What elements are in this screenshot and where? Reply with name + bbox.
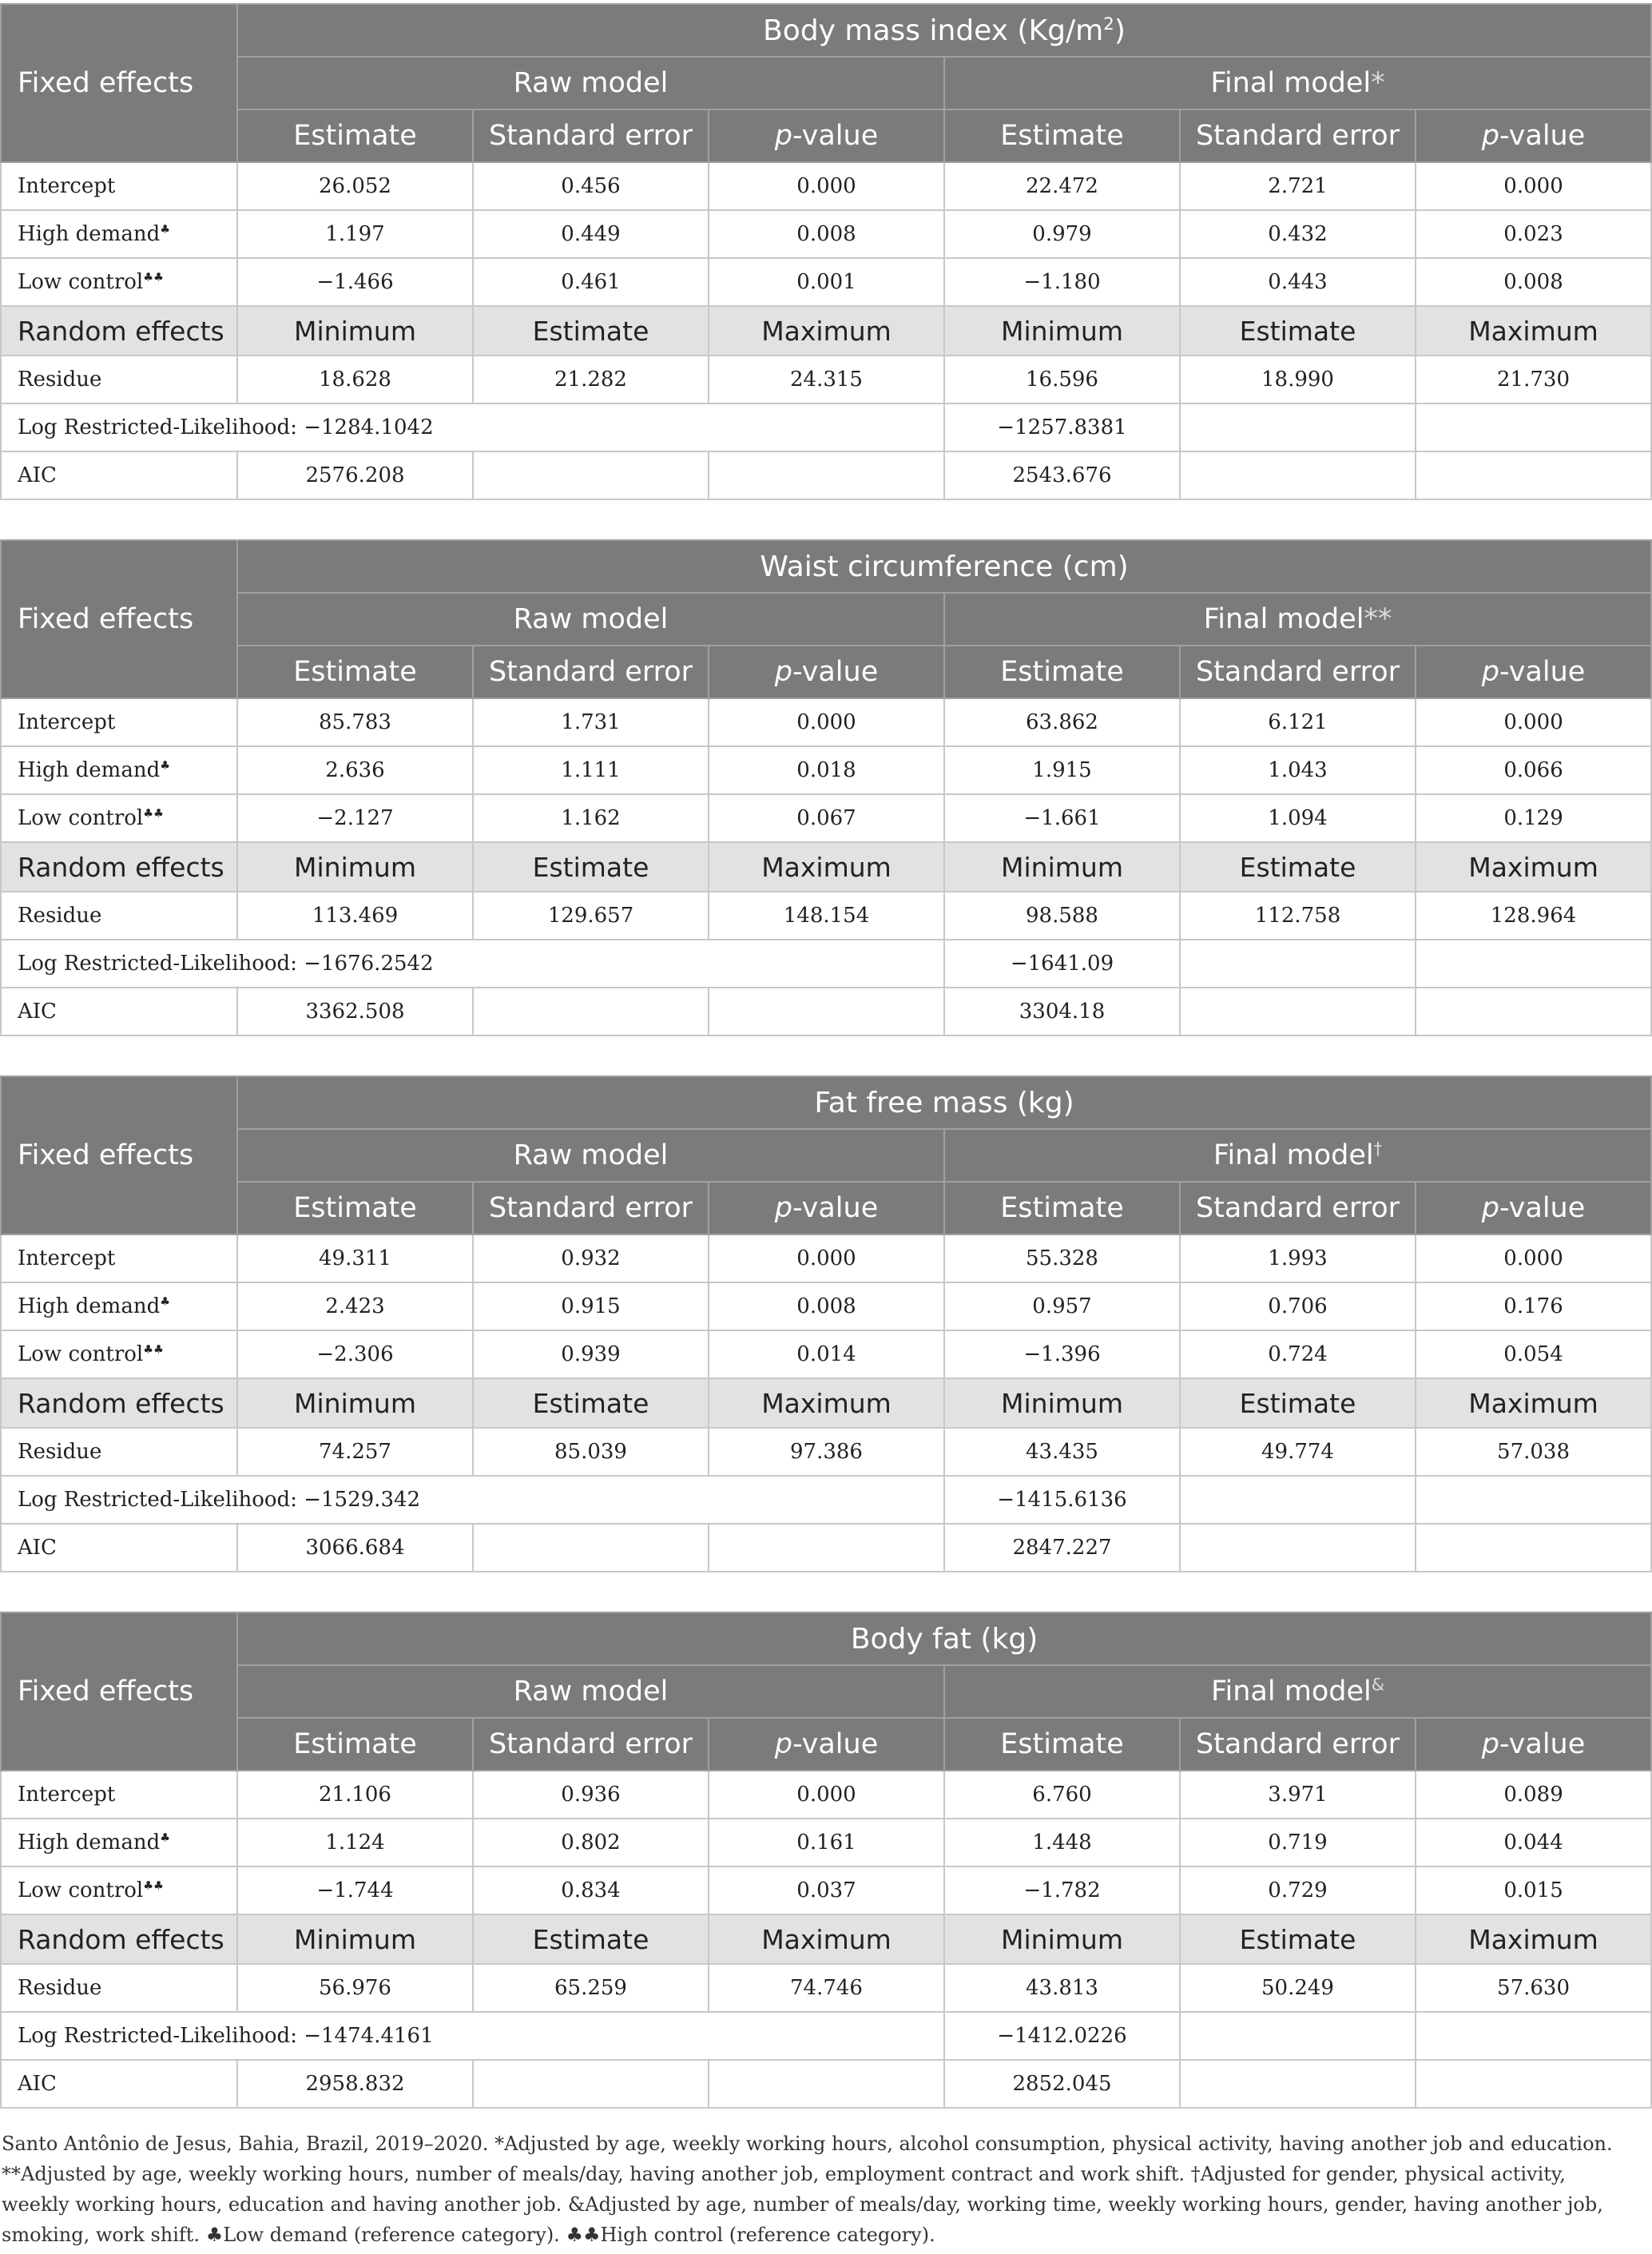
col-header-p-value [709,1718,944,1771]
aic-label: AIC [1,2060,237,2108]
row-label [1,258,237,306]
random-effects-header: Random effects [1,306,237,356]
final-model-label: Final model [1213,1139,1374,1171]
value-cell: −1.466 [237,258,473,306]
empty-cell [1180,403,1416,451]
value-cell: 0.834 [473,1866,709,1914]
random-col-header: Maximum [709,1914,944,1964]
value-cell: 0.018 [709,746,944,794]
p-value-suffix: -value [792,1192,879,1224]
random-col-header: Estimate [473,1914,709,1964]
outcome-title-cell [237,1612,1651,1665]
row-label-text: High demand [18,758,161,782]
residue-value: 98.588 [944,892,1180,940]
value-cell: 0.706 [1180,1282,1416,1330]
value-cell: 1.111 [473,746,709,794]
log-likelihood-final: −1257.8381 [944,403,1180,451]
value-cell: 0.054 [1416,1330,1651,1378]
bmi-table [0,3,1652,500]
value-cell: 0.000 [709,1234,944,1282]
final-model-header [944,57,1651,109]
residue-value: 65.259 [473,1964,709,2012]
col-header: Estimate [237,109,473,162]
row-label-text: High demand [18,1294,161,1318]
log-likelihood-raw: Log Restricted-Likelihood: −1474.4161 [1,2012,944,2060]
log-likelihood-final: −1412.0226 [944,2012,1180,2060]
value-cell: 0.000 [709,698,944,746]
p-letter: p [774,1192,792,1224]
club-symbol: ♣ [160,1295,171,1309]
value-cell: 0.066 [1416,746,1651,794]
club-symbol: ♣♣ [143,271,164,284]
residue-value: 148.154 [709,892,944,940]
row-label [1,698,237,746]
residue-value: 18.628 [237,356,473,403]
random-col-header: Estimate [1180,1914,1416,1964]
log-likelihood-final: −1415.6136 [944,1476,1180,1524]
final-model-label: Final model [1203,603,1364,635]
empty-cell [709,1524,944,1572]
residue-value: 97.386 [709,1428,944,1476]
empty-cell [1180,2060,1416,2108]
value-cell: 0.015 [1416,1866,1651,1914]
empty-cell [473,988,709,1036]
random-col-header: Maximum [1416,1378,1651,1428]
col-header: Standard error [1180,1182,1416,1234]
fixed-effects-header: Fixed effects [1,4,237,162]
final-model-header [944,1665,1651,1718]
value-cell: 0.000 [1416,698,1651,746]
value-cell: 1.448 [944,1819,1180,1866]
col-header: Standard error [1180,1718,1416,1771]
empty-cell [709,988,944,1036]
outcome-title-cell [237,4,1651,57]
random-effects-header: Random effects [1,842,237,892]
value-cell: 0.001 [709,258,944,306]
fixed-effects-header: Fixed effects [1,1612,237,1771]
value-cell: 0.129 [1416,794,1651,842]
aic-label: AIC [1,1524,237,1572]
value-cell: 1.124 [237,1819,473,1866]
row-label [1,746,237,794]
col-header-p-value [1416,1718,1651,1771]
value-cell: 49.311 [237,1234,473,1282]
value-cell: 55.328 [944,1234,1180,1282]
random-col-header: Minimum [944,306,1180,356]
row-label [1,1234,237,1282]
residue-value: 21.282 [473,356,709,403]
p-value-suffix: -value [1499,1728,1586,1760]
random-col-header: Minimum [237,842,473,892]
random-col-header: Minimum [237,1914,473,1964]
residue-value: 21.730 [1416,356,1651,403]
raw-model-header: Raw model [237,1665,944,1718]
club-symbol: ♣ [160,759,171,773]
empty-cell [1180,2012,1416,2060]
value-cell: −1.744 [237,1866,473,1914]
value-cell: −1.180 [944,258,1180,306]
table-title: Body mass index (Kg/m [763,14,1104,47]
value-cell: 2.721 [1180,162,1416,210]
col-header-p-value [709,646,944,698]
col-header: Standard error [473,1182,709,1234]
aic-final: 2847.227 [944,1524,1180,1572]
random-col-header: Estimate [473,842,709,892]
value-cell: −1.782 [944,1866,1180,1914]
col-header: Estimate [237,1718,473,1771]
log-likelihood-raw: Log Restricted-Likelihood: −1676.2542 [1,940,944,988]
club-symbol: ♣♣ [143,807,164,821]
value-cell: 0.014 [709,1330,944,1378]
value-cell: 6.121 [1180,698,1416,746]
waist-circumference-table [0,539,1652,1036]
value-cell: 22.472 [944,162,1180,210]
value-cell: 85.783 [237,698,473,746]
residue-label: Residue [1,1428,237,1476]
empty-cell [1416,1476,1651,1524]
residue-value: 43.435 [944,1428,1180,1476]
p-value-suffix: -value [792,120,879,152]
random-col-header: Maximum [1416,842,1651,892]
p-letter: p [1481,1192,1499,1224]
log-likelihood-raw: Log Restricted-Likelihood: −1284.1042 [1,403,944,451]
row-label [1,1330,237,1378]
outcome-title-cell [237,540,1651,593]
value-cell: 0.932 [473,1234,709,1282]
aic-raw: 2576.208 [237,451,473,499]
col-header-p-value [709,109,944,162]
final-model-label: Final model [1210,1676,1372,1707]
row-label [1,1866,237,1914]
random-col-header: Minimum [944,842,1180,892]
value-cell: 0.449 [473,210,709,258]
random-col-header: Maximum [1416,306,1651,356]
empty-cell [1416,940,1651,988]
value-cell: 0.979 [944,210,1180,258]
value-cell: 26.052 [237,162,473,210]
empty-cell [709,451,944,499]
random-col-header: Maximum [709,842,944,892]
residue-value: 43.813 [944,1964,1180,2012]
fixed-effects-header: Fixed effects [1,1076,237,1234]
value-cell: 3.971 [1180,1771,1416,1819]
col-header: Standard error [473,109,709,162]
residue-value: 56.976 [237,1964,473,2012]
row-label-text: High demand [18,1831,161,1854]
row-label-text: Intercept [18,710,116,734]
club-symbol: ♣♣ [143,1879,164,1893]
value-cell: 0.176 [1416,1282,1651,1330]
random-col-header: Estimate [1180,306,1416,356]
row-label-text: Low control [18,1878,144,1902]
aic-final: 2543.676 [944,451,1180,499]
random-col-header: Minimum [944,1914,1180,1964]
residue-value: 128.964 [1416,892,1651,940]
value-cell: 0.915 [473,1282,709,1330]
raw-model-header: Raw model [237,57,944,109]
value-cell: 0.161 [709,1819,944,1866]
row-label-text: High demand [18,222,161,246]
value-cell: −2.127 [237,794,473,842]
title-end: ) [1114,14,1126,47]
residue-value: 57.630 [1416,1964,1651,2012]
final-model-mark: † [1373,1139,1383,1159]
final-model-label: Final model [1210,67,1372,99]
value-cell: 6.760 [944,1771,1180,1819]
value-cell: 1.094 [1180,794,1416,842]
residue-value: 16.596 [944,356,1180,403]
random-col-header: Maximum [709,306,944,356]
row-label-text: Low control [18,806,144,830]
random-col-header: Minimum [237,306,473,356]
residue-value: 50.249 [1180,1964,1416,2012]
value-cell: 0.037 [709,1866,944,1914]
col-header: Estimate [944,646,1180,698]
residue-label: Residue [1,1964,237,2012]
value-cell: 0.000 [709,162,944,210]
value-cell: 1.043 [1180,746,1416,794]
empty-cell [1180,451,1416,499]
empty-cell [1180,940,1416,988]
value-cell: 63.862 [944,698,1180,746]
p-letter: p [1481,1728,1499,1760]
col-header-p-value [1416,1182,1651,1234]
row-label [1,210,237,258]
empty-cell [1416,988,1651,1036]
p-value-suffix: -value [792,656,879,688]
row-label [1,1819,237,1866]
random-effects-header: Random effects [1,1914,237,1964]
value-cell: 0.067 [709,794,944,842]
residue-value: 113.469 [237,892,473,940]
row-label [1,162,237,210]
empty-cell [473,1524,709,1572]
table-footnote: Santo Antônio de Jesus, Bahia, Brazil, 2019–2020. *Adjusted by age, weekly working hours, alcohol consumption, physical activity, having another job and education. **Adjusted by age, weekly working hours, number of meals/day, having another job, employment contract and work shift. †Adjusted for gender, physical activity, weekly working hours, education and having another job. &Adjusted by age, number of meals/day, working time, weekly working hours, gender, having another job, smoking, work shift. ♣Low demand (reference category). ♣♣High control (reference category). [2,2133,1613,2246]
empty-cell [1416,2012,1651,2060]
final-model-header [944,593,1651,646]
aic-raw: 2958.832 [237,2060,473,2108]
col-header: Estimate [237,646,473,698]
final-model-mark: * [1371,67,1385,99]
row-label-text: Low control [18,1342,144,1366]
row-label-text: Intercept [18,1783,116,1807]
log-likelihood-final: −1641.09 [944,940,1180,988]
col-header-p-value [709,1182,944,1234]
empty-cell [1180,988,1416,1036]
p-value-suffix: -value [1499,120,1586,152]
title-superscript: 2 [1103,14,1114,34]
final-model-header [944,1129,1651,1182]
random-col-header: Estimate [473,1378,709,1428]
outcome-title-cell [237,1076,1651,1129]
residue-value: 49.774 [1180,1428,1416,1476]
value-cell: 1.993 [1180,1234,1416,1282]
empty-cell [709,2060,944,2108]
value-cell: 0.023 [1416,210,1651,258]
p-value-suffix: -value [1499,656,1586,688]
p-letter: p [1481,120,1499,152]
p-value-suffix: -value [792,1728,879,1760]
row-label [1,794,237,842]
col-header: Standard error [473,1718,709,1771]
table-title: Fat free mass (kg) [814,1086,1074,1119]
empty-cell [1416,2060,1651,2108]
value-cell: 1.162 [473,794,709,842]
col-header: Estimate [237,1182,473,1234]
value-cell: 2.636 [237,746,473,794]
aic-final: 2852.045 [944,2060,1180,2108]
table-title: Waist circumference (cm) [760,550,1129,583]
empty-cell [1180,1524,1416,1572]
final-model-mark: ** [1364,603,1392,635]
random-col-header: Maximum [709,1378,944,1428]
value-cell: 0.729 [1180,1866,1416,1914]
value-cell: 0.000 [709,1771,944,1819]
col-header: Estimate [944,1718,1180,1771]
value-cell: 1.915 [944,746,1180,794]
value-cell: 0.089 [1416,1771,1651,1819]
value-cell: 0.000 [1416,162,1651,210]
p-letter: p [774,1728,792,1760]
residue-value: 74.746 [709,1964,944,2012]
value-cell: 0.957 [944,1282,1180,1330]
row-label [1,1282,237,1330]
empty-cell [1416,1524,1651,1572]
row-label-text: Intercept [18,174,116,198]
col-header-p-value [1416,109,1651,162]
random-col-header: Estimate [473,306,709,356]
p-letter: p [774,120,792,152]
random-col-header: Estimate [1180,1378,1416,1428]
fat-free-mass-table [0,1075,1652,1572]
value-cell: 0.008 [709,1282,944,1330]
row-label [1,1771,237,1819]
club-symbol: ♣♣ [143,1343,164,1357]
col-header: Estimate [944,1182,1180,1234]
aic-label: AIC [1,988,237,1036]
col-header: Standard error [1180,646,1416,698]
empty-cell [1180,1476,1416,1524]
value-cell: 0.724 [1180,1330,1416,1378]
empty-cell [1416,451,1651,499]
raw-model-header: Raw model [237,593,944,646]
final-model-mark: & [1371,1675,1385,1695]
value-cell: 0.008 [1416,258,1651,306]
empty-cell [473,451,709,499]
residue-value: 57.038 [1416,1428,1651,1476]
residue-value: 24.315 [709,356,944,403]
fixed-effects-header: Fixed effects [1,540,237,698]
value-cell: 0.008 [709,210,944,258]
residue-value: 18.990 [1180,356,1416,403]
body-fat-table [0,1612,1652,2109]
residue-label: Residue [1,892,237,940]
table-title: Body fat (kg) [850,1622,1038,1656]
row-label-text: Low control [18,270,144,294]
value-cell: 0.802 [473,1819,709,1866]
col-header: Standard error [473,646,709,698]
residue-value: 129.657 [473,892,709,940]
value-cell: 0.000 [1416,1234,1651,1282]
col-header-p-value [1416,646,1651,698]
value-cell: 1.197 [237,210,473,258]
value-cell: 0.456 [473,162,709,210]
residue-value: 112.758 [1180,892,1416,940]
residue-value: 74.257 [237,1428,473,1476]
p-value-suffix: -value [1499,1192,1586,1224]
aic-raw: 3066.684 [237,1524,473,1572]
empty-cell [1416,403,1651,451]
residue-value: 85.039 [473,1428,709,1476]
aic-raw: 3362.508 [237,988,473,1036]
value-cell: −2.306 [237,1330,473,1378]
value-cell: 0.461 [473,258,709,306]
value-cell: −1.661 [944,794,1180,842]
value-cell: 2.423 [237,1282,473,1330]
random-col-header: Minimum [944,1378,1180,1428]
value-cell: −1.396 [944,1330,1180,1378]
random-effects-header: Random effects [1,1378,237,1428]
raw-model-header: Raw model [237,1129,944,1182]
value-cell: 0.939 [473,1330,709,1378]
value-cell: 0.432 [1180,210,1416,258]
value-cell: 0.719 [1180,1819,1416,1866]
aic-label: AIC [1,451,237,499]
value-cell: 0.936 [473,1771,709,1819]
aic-final: 3304.18 [944,988,1180,1036]
empty-cell [473,2060,709,2108]
value-cell: 21.106 [237,1771,473,1819]
club-symbol: ♣ [160,223,171,237]
residue-label: Residue [1,356,237,403]
value-cell: 1.731 [473,698,709,746]
club-symbol: ♣ [160,1831,171,1845]
p-letter: p [774,656,792,688]
col-header: Standard error [1180,109,1416,162]
random-col-header: Maximum [1416,1914,1651,1964]
random-col-header: Minimum [237,1378,473,1428]
row-label-text: Intercept [18,1246,116,1270]
col-header: Estimate [944,109,1180,162]
random-col-header: Estimate [1180,842,1416,892]
log-likelihood-raw: Log Restricted-Likelihood: −1529.342 [1,1476,944,1524]
value-cell: 0.443 [1180,258,1416,306]
p-letter: p [1481,656,1499,688]
value-cell: 0.044 [1416,1819,1651,1866]
